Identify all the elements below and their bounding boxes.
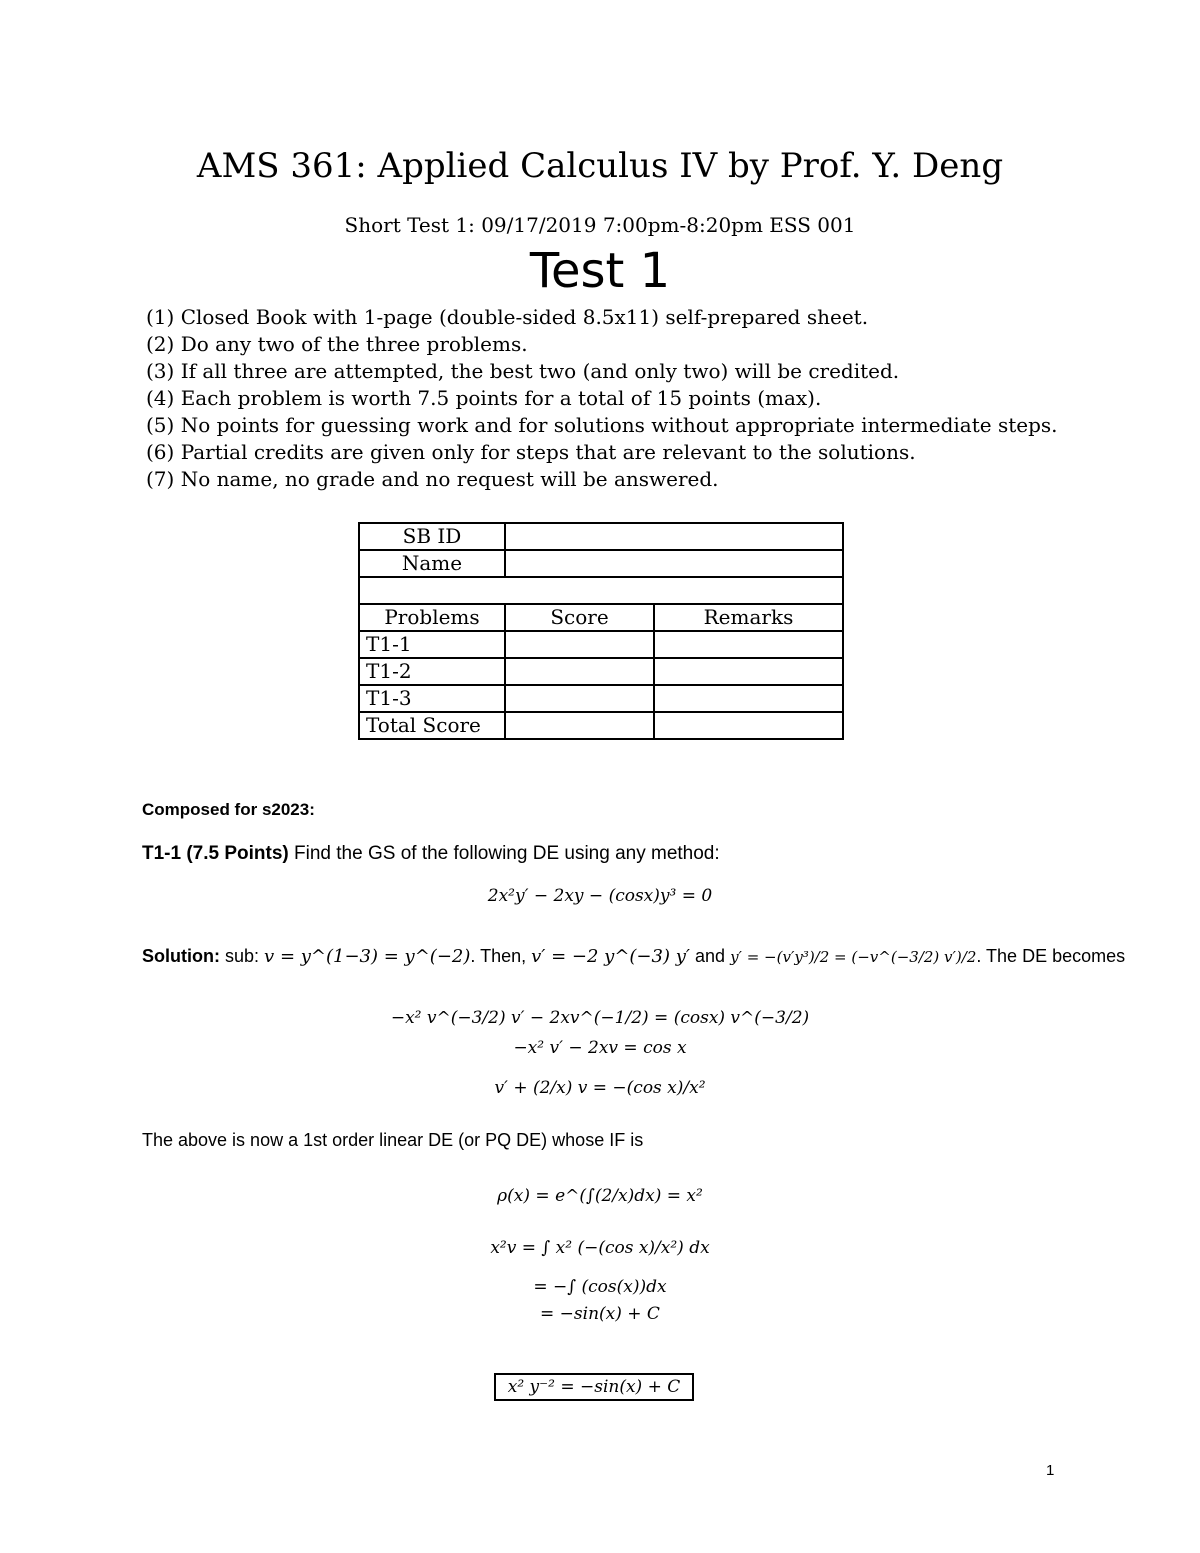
problem-equation: 2x²y′ − 2xy − (cosx)y³ = 0: [487, 886, 713, 906]
problem-label: T1-1 (7.5 Points): [142, 843, 289, 864]
derivation-step: −x² v^(−3/2) v′ − 2xv^(−1/2) = (cosx) v^(−3/2): [390, 1008, 810, 1028]
header-remarks: Remarks: [654, 604, 843, 631]
solution-intro: [142, 946, 1125, 967]
table-header-row: [359, 604, 843, 631]
name-field[interactable]: [505, 550, 843, 577]
problem-label: T1-1: [359, 631, 505, 658]
table-row: [359, 658, 843, 685]
composed-heading: Composed for s2023:: [142, 800, 315, 819]
score-cell[interactable]: [505, 685, 654, 712]
rule-item: (2) Do any two of the three problems.: [146, 332, 528, 356]
test-subtitle: Short Test 1: 09/17/2019 7:00pm-8:20pm ESS 001: [344, 213, 856, 237]
rule-item: (4) Each problem is worth 7.5 points for a total of 15 points (max).: [146, 386, 822, 410]
remarks-cell[interactable]: [654, 712, 843, 739]
spacer-row: [359, 577, 843, 604]
yprime-expr: y′ = −(v′y³)/2 = (−v^(−3/2) v′)/2: [730, 948, 977, 966]
name-label: Name: [359, 550, 505, 577]
score-cell[interactable]: [505, 712, 654, 739]
problem-text: Find the GS of the following DE using any method:: [294, 843, 720, 864]
solution-text: . The DE becomes: [976, 946, 1126, 966]
rule-item: (6) Partial credits are given only for steps that are relevant to the solutions.: [146, 440, 916, 464]
total-score-label: Total Score: [359, 712, 505, 739]
solution-text: The above is now a 1st order linear DE (or PQ DE) whose IF is: [142, 1130, 644, 1150]
problem-label: T1-2: [359, 658, 505, 685]
problem-label: T1-3: [359, 685, 505, 712]
page-number: 1: [1046, 1462, 1055, 1479]
table-row: [359, 550, 843, 577]
remarks-cell[interactable]: [654, 685, 843, 712]
remarks-cell[interactable]: [654, 631, 843, 658]
substitution-expr: v = y^(1−3) = y^(−2): [264, 946, 471, 967]
table-row: [359, 685, 843, 712]
integrating-factor-step: = −sin(x) + C: [540, 1304, 660, 1324]
integrating-factor-step: x²v = ∫ x² (−(cos x)/x²) dx: [490, 1238, 710, 1258]
rules-list: [146, 304, 1058, 493]
header-score: Score: [505, 604, 654, 631]
problem-statement: [142, 843, 720, 865]
solution-text: sub:: [225, 946, 260, 966]
solution-text: . Then,: [470, 946, 527, 966]
table-row: [359, 631, 843, 658]
sbid-field[interactable]: [505, 523, 843, 550]
solution-label: Solution:: [142, 946, 220, 966]
derivative-expr: v′ = −2 y^(−3) y′: [531, 946, 690, 967]
rule-item: (3) If all three are attempted, the best two (and only two) will be credited.: [146, 359, 900, 383]
score-table: [358, 522, 844, 740]
table-row: [359, 577, 843, 604]
rule-item: (5) No points for guessing work and for solutions without appropriate intermediate steps.: [146, 413, 1058, 437]
table-row: [359, 523, 843, 550]
rule-item: (1) Closed Book with 1-page (double-sided 8.5x11) self-prepared sheet.: [146, 305, 869, 329]
document-title: AMS 361: Applied Calculus IV by Prof. Y. Deng: [196, 146, 1004, 186]
rule-item: (7) No name, no grade and no request will be answered.: [146, 467, 719, 491]
integrating-factor-step: = −∫ (cos(x))dx: [533, 1277, 667, 1297]
table-row: [359, 712, 843, 739]
remarks-cell[interactable]: [654, 658, 843, 685]
derivation-step: v′ + (2/x) v = −(cos x)/x²: [494, 1078, 706, 1098]
header-problems: Problems: [359, 604, 505, 631]
sbid-label: SB ID: [359, 523, 505, 550]
score-cell[interactable]: [505, 658, 654, 685]
score-cell[interactable]: [505, 631, 654, 658]
derivation-step: −x² v′ − 2xv = cos x: [513, 1038, 687, 1058]
final-answer-box: x² y⁻² = −sin(x) + C: [494, 1373, 694, 1401]
test-title: Test 1: [529, 243, 671, 299]
solution-text: and: [695, 946, 726, 966]
integrating-factor-step: ρ(x) = e^(∫(2/x)dx) = x²: [497, 1186, 703, 1206]
